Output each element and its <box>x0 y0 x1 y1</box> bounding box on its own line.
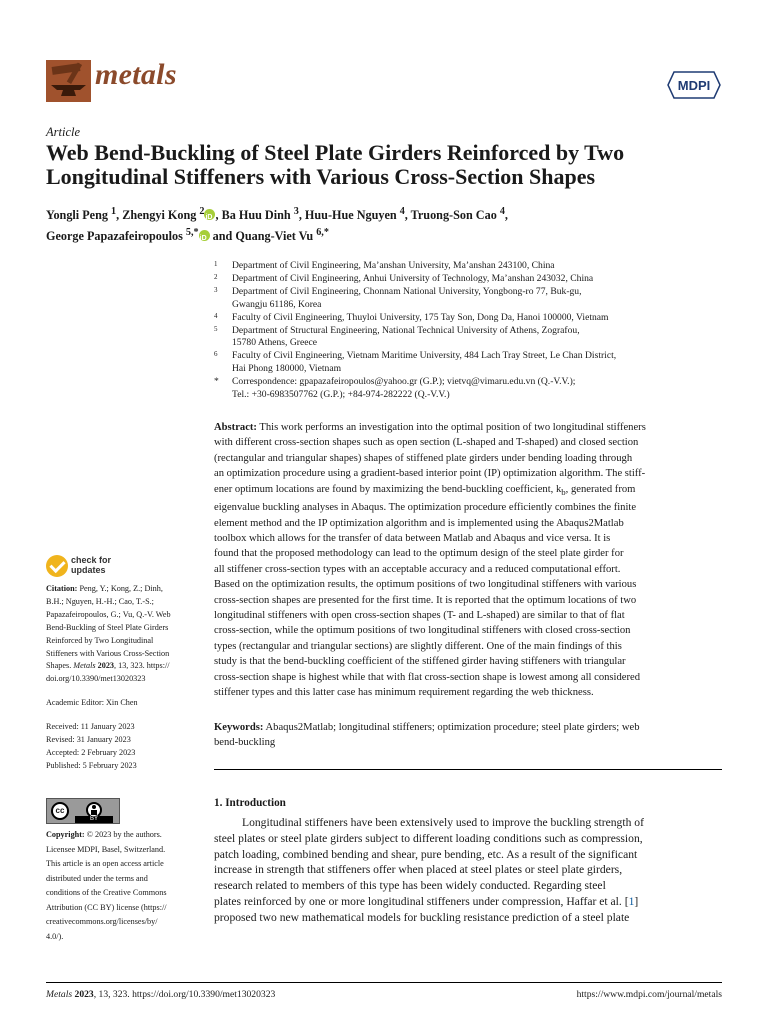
abstract: Abstract: This work performs an investigation into the optimal position of two longitudinal stiffeners with different cross-section shapes such as open section (L-shaped and T-shaped) and closed section (rectangular and triangular shapes) shapes of stiffened plate girders under bending loading through an optimization procedure using a gradient-based interior point (IP) optimization algorithm. The stiff- ener optimum locations are found by maximizing the bend-buckling coefficient, $k_b$, generated from eigenvalue buckling analyses in Abaqus. The optimization procedure efficiently combines the finite element method and the IP optimization algorithm and is implemented using the Abaqus2Matlab toolbox which allows for the transfer of data between Matlab and Abaqus and vice versa. It is found that the proposed methodology can lead to the optimum design of the steel plate girder for all stiffener cross-section types with an acceptable accuracy and a reduced computational effort. Based on the optimization results, the optimum positions of two longitudinal stiffeners with various cross-section shapes are presented for the first time. It is reported that the optimum locations of two longitudinal stiffeners with open cross-section shapes (T- and L-shaped) are similar to that of flat cross-section, while the optimum positions of two longitudinal stiffeners with closed cross-section types (rectangular and triangular sections) are slightly different. One of the main findings of this study is that the bend-buckling coefficient of the stiffened girder having stiffeners with triangular cross-section shape is highest while that with flat cross-section shape is lowest among all considered stiffener types and this latter case has minimum requirement regarding the web thickness. <box>214 422 646 699</box>
author-name[interactable]: Huu-Hue Nguyen <box>304 208 397 223</box>
doi-link[interactable]: doi.org/10.3390/met13020323 <box>46 674 146 684</box>
journal-url[interactable]: https://www.mdpi.com/journal/metals <box>576 989 722 1000</box>
orcid-icon[interactable] <box>204 209 215 220</box>
title-line: Longitudinal Stiffeners with Various Cross-Section Shapes <box>46 164 596 189</box>
correspondence: * Correspondence: gpapazafeiropoulos@yahoo.gr (G.P.); vietvq@vimaru.edu.vn (Q.-V.V.); Tel.: +30-6983507762 (G.P.); +84-974-282222 (Q.-V.V.) <box>214 376 576 401</box>
checkmark-icon <box>46 555 68 577</box>
affiliation: 2 Department of Civil Engineering, Anhui University of Technology, Ma’anshan 243032, China <box>214 272 594 284</box>
journal-name: metals <box>95 58 177 91</box>
affiliation: 6 Faculty of Civil Engineering, Vietnam Maritime University, 484 Lach Tray Street, Le Chan District, Hai Phong 180000, Vietnam <box>214 350 617 375</box>
affiliation: 5 Department of Structural Engineering, National Technical University of Athens, Zografou, 15780 Athens, Greece <box>214 324 580 349</box>
citation: Citation: Peng, Y.; Kong, Z.; Dinh, B.H.; Nguyen, H.-H.; Cao, T.-S.; Papazafeiropoulos, G.; Vu, Q.-V. Web Bend-Buckling of Steel Plate Girders Reinforced by Two Longitudinal Stiffeners with Various Cross-Section Shapes. Metals 2023, 13, 323. https:// doi.org/10.3390/met13020323 <box>46 583 198 686</box>
footer-citation: Metals 2023, 13, 323. https://doi.org/10.3390/met13020323 <box>46 989 276 1000</box>
license-link[interactable]: creativecommons.org/licenses/by/ <box>46 917 158 926</box>
section-heading: 1. Introduction <box>214 797 286 809</box>
date-published: Published: 5 February 2023 <box>46 760 137 770</box>
mdpi-logo <box>666 68 722 102</box>
date-revised: Revised: 31 January 2023 <box>46 735 131 745</box>
academic-editor: Academic Editor: Xin Chen <box>46 698 138 708</box>
affiliation: 1 Department of Civil Engineering, Ma’anshan University, Ma’anshan 243100, China <box>214 260 555 271</box>
sidebar <box>46 583 198 773</box>
reference-link[interactable]: 1 <box>628 894 635 908</box>
date-received: Received: 11 January 2023 <box>46 722 135 732</box>
copyright-notice: Copyright: © 2023 by the authors. Licensee MDPI, Basel, Switzerland. This article is an open access article distributed under the terms and conditions of the Creative Commons Attribution (CC BY) license (https:// creativecommons.org/licenses/by/ 4.0/). <box>46 828 226 944</box>
author-name[interactable]: Zhengyi Kong <box>122 208 197 223</box>
creative-commons-icon: cc <box>51 802 69 820</box>
title-line: Web Bend-Buckling of Steel Plate Girders Reinforced by Two <box>46 140 625 165</box>
article-type: Article <box>46 125 81 139</box>
author-name[interactable]: Yongli Peng <box>46 208 108 223</box>
check-for-updates-button[interactable]: check for updates <box>46 555 126 579</box>
affiliation: 3 Department of Civil Engineering, Chonnam National University, Yongbong-ro 77, Buk-gu, Gwangju 61186, Korea <box>214 285 582 310</box>
author-name[interactable]: George Papazafeiropoulos <box>46 229 183 244</box>
keywords: Keywords: Abaqus2Matlab; longitudinal stiffeners; optimization procedure; steel plate girders; web bend-buckling <box>214 722 640 749</box>
author-name[interactable]: Quang-Viet Vu <box>235 229 314 244</box>
author-list: Yongli Peng $^1$, Zhengyi Kong $^2$iD , Ba Huu Dinh $^3$, Huu-Hue Nguyen $^4$, Truong-Son Cao $^4$, George Papazafeiropoulos $^{5,*}$iD and Quang-Viet Vu $^{6,*}$ <box>46 203 736 245</box>
affiliation-list <box>214 260 724 402</box>
anvil-hammer-icon <box>46 60 91 102</box>
author-name[interactable]: Ba Huu Dinh <box>221 208 291 223</box>
cc-by-license-badge[interactable]: cc BY <box>46 798 120 824</box>
publisher-name: MDPI <box>677 78 711 93</box>
introduction-text: Longitudinal stiffeners have been extensively used to improve the buckling strength of steel plates or steel plate girders subject to different loading conditions such as compression, patch loading, combined bending and shear, pure bending, etc. As a result of the significant increase in strength that stiffeners offer when placed at steel plates or steel plate girders, research related to members of this type has been widely conducted. Regarding steel plates reinforced by one or more longitudinal stiffeners under compression, Haffar et al. [1] proposed two new mathematical models for buckling resistance prediction of a steel plate <box>214 816 644 924</box>
article-title <box>46 141 736 189</box>
date-accepted: Accepted: 2 February 2023 <box>46 747 136 757</box>
affiliation: 4 Faculty of Civil Engineering, Thuyloi University, 175 Tay Son, Dong Da, Hanoi 100000, Vietnam <box>214 311 609 323</box>
section-divider <box>214 769 722 770</box>
author-name[interactable]: Truong-Son Cao <box>410 208 497 223</box>
footer-divider <box>46 982 722 983</box>
orcid-icon[interactable] <box>199 230 210 241</box>
